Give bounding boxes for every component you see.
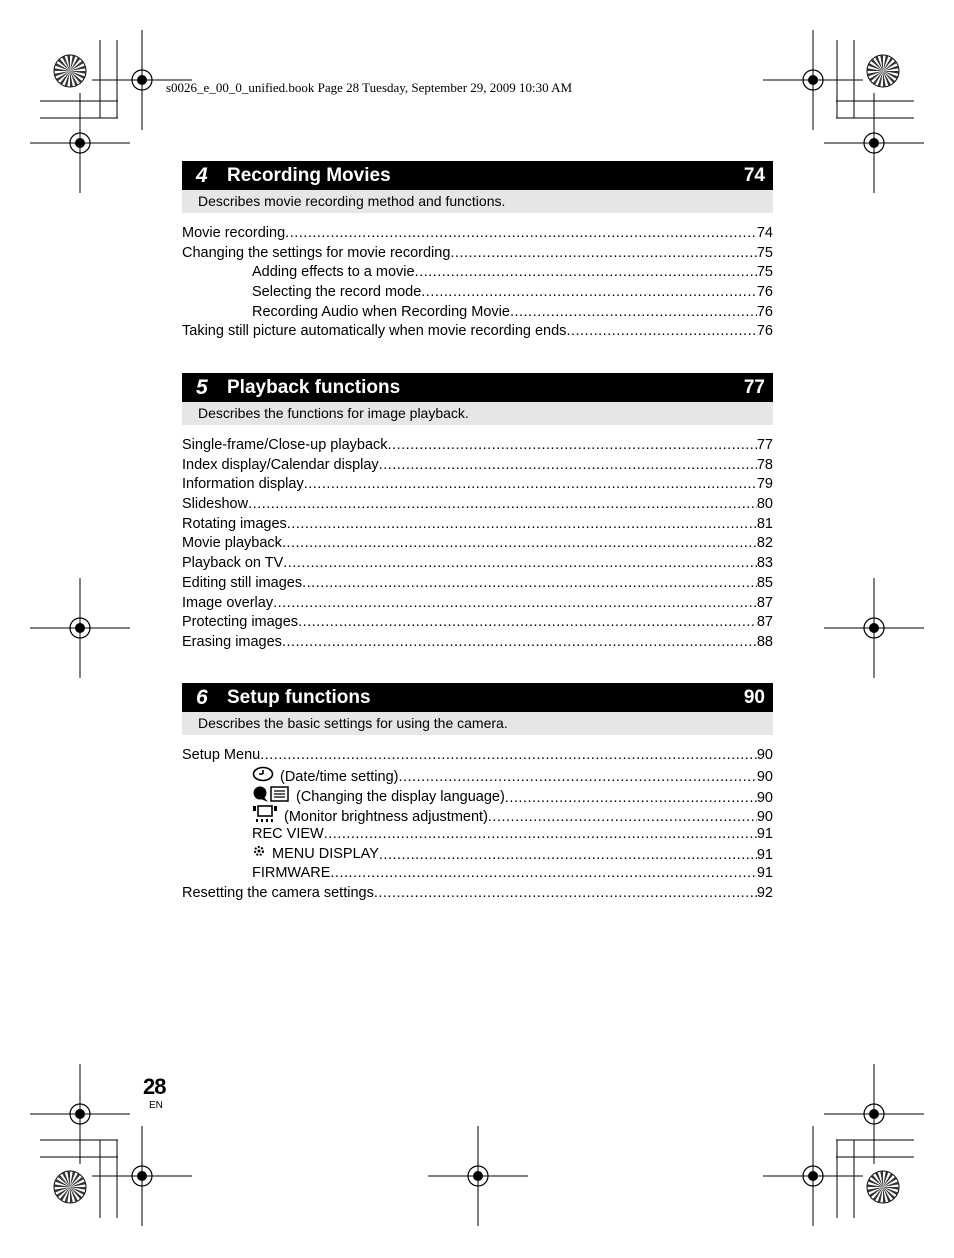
dot-leader bbox=[287, 515, 757, 535]
registration-crosshair-icon bbox=[30, 93, 130, 193]
registration-crosshair-icon bbox=[92, 1126, 192, 1226]
chapter-title: Playback functions bbox=[227, 377, 401, 398]
toc-entry[interactable] bbox=[182, 864, 773, 884]
toc-entry-page: 92 bbox=[756, 884, 773, 901]
language-code: EN bbox=[149, 1100, 163, 1111]
toc-entry[interactable] bbox=[182, 746, 773, 766]
dot-leader bbox=[388, 436, 757, 456]
toc-entry-page: 76 bbox=[756, 323, 773, 340]
toc-entry-label-wrap bbox=[182, 534, 282, 554]
dot-leader bbox=[510, 303, 757, 323]
toc-entry-label-wrap bbox=[182, 436, 388, 456]
registration-star-icon bbox=[867, 1171, 899, 1203]
registration-crosshair-icon bbox=[30, 1064, 130, 1164]
toc-entry[interactable] bbox=[182, 613, 773, 633]
toc-entry-page: 87 bbox=[756, 594, 773, 611]
toc-entry-label: Resetting the camera settings bbox=[182, 884, 374, 901]
dot-leader bbox=[298, 613, 757, 633]
toc-entry-label: Movie playback bbox=[182, 535, 282, 552]
toc-entry[interactable] bbox=[182, 633, 773, 653]
toc-entry-page: 81 bbox=[756, 515, 773, 532]
chapter-section bbox=[182, 161, 773, 342]
chapter-number: 6 bbox=[196, 686, 208, 709]
chapter-description: Describes movie recording method and functions. bbox=[182, 190, 773, 213]
chapter-description: Describes the basic settings for using the camera. bbox=[182, 712, 773, 735]
toc-entry-label: Slideshow bbox=[182, 496, 249, 513]
toc-entry[interactable] bbox=[182, 303, 773, 323]
toc-entry-label-wrap bbox=[182, 574, 302, 594]
toc-entry-page: 91 bbox=[756, 825, 773, 842]
toc-entry-label-wrap bbox=[182, 594, 273, 614]
toc-entry-page: 74 bbox=[756, 225, 773, 241]
toc-entry[interactable] bbox=[182, 844, 773, 864]
toc-entry-label: (Monitor brightness adjustment) bbox=[284, 809, 488, 826]
toc-entry-page: 87 bbox=[756, 614, 773, 631]
dot-leader bbox=[302, 574, 757, 594]
toc-entry-page: 75 bbox=[756, 264, 773, 281]
toc-entry[interactable] bbox=[182, 766, 773, 786]
toc-entry-page: 76 bbox=[756, 284, 773, 301]
toc-entry-page: 90 bbox=[756, 747, 773, 763]
dot-leader bbox=[248, 495, 757, 515]
toc-entry-page: 88 bbox=[756, 633, 773, 650]
dot-leader bbox=[415, 263, 757, 283]
toc-entry[interactable] bbox=[182, 534, 773, 554]
dot-leader bbox=[379, 456, 757, 476]
toc-entry[interactable] bbox=[182, 785, 773, 805]
toc-entry-label-wrap bbox=[182, 746, 260, 766]
registration-crosshair-icon bbox=[824, 93, 924, 193]
toc-entry-page: 79 bbox=[756, 476, 773, 493]
toc-list bbox=[182, 224, 773, 342]
registration-crosshair-icon bbox=[763, 30, 863, 130]
toc-entry[interactable] bbox=[182, 825, 773, 845]
registration-crosshair-icon bbox=[428, 1126, 528, 1226]
toc-entry-label: (Changing the display language) bbox=[296, 789, 505, 806]
dot-leader bbox=[505, 789, 757, 809]
toc-entry-label: Erasing images bbox=[182, 633, 282, 650]
page-number: 28 bbox=[143, 1074, 166, 1099]
toc-entry-label-wrap bbox=[182, 495, 248, 515]
toc-entry-label: Taking still picture automatically when movie recording ends bbox=[182, 323, 567, 340]
toc-entry-page: 75 bbox=[756, 244, 773, 261]
dot-leader bbox=[304, 475, 757, 495]
toc-entry-label-wrap bbox=[252, 283, 421, 303]
toc-entry-label-wrap bbox=[182, 515, 287, 535]
registration-crosshair-icon bbox=[30, 578, 130, 678]
chapter-number: 5 bbox=[196, 376, 208, 399]
dot-leader bbox=[285, 224, 757, 244]
chapter-page: 77 bbox=[743, 377, 765, 398]
toc-entry-label: Single-frame/Close-up playback bbox=[182, 437, 388, 453]
dot-leader bbox=[330, 864, 756, 884]
toc-entry-label: Setup Menu bbox=[182, 747, 261, 763]
toc-entry-label-wrap bbox=[252, 844, 379, 865]
toc-entry[interactable] bbox=[182, 884, 773, 904]
dot-leader bbox=[566, 322, 756, 342]
toc-entry-label-wrap bbox=[182, 613, 298, 633]
toc-entry-page: 85 bbox=[756, 574, 773, 591]
toc-entry-page: 82 bbox=[756, 535, 773, 552]
registration-star-icon bbox=[867, 55, 899, 87]
toc-entry-label-wrap bbox=[182, 475, 304, 495]
toc-entry-label-wrap bbox=[252, 825, 324, 845]
toc-list bbox=[182, 436, 773, 653]
toc-entry[interactable] bbox=[182, 322, 773, 342]
toc-entry-label: Editing still images bbox=[182, 574, 303, 591]
toc-entry-label-wrap bbox=[252, 303, 510, 323]
toc-entry-label: Image overlay bbox=[182, 594, 274, 611]
toc-entry[interactable] bbox=[182, 805, 773, 825]
toc-entry-label: (Date/time setting) bbox=[280, 768, 399, 785]
book-header-line: s0026_e_00_0_unified.book Page 28 Tuesday, September 29, 2009 10:30 AM bbox=[166, 80, 573, 95]
toc-entry-page: 83 bbox=[756, 555, 773, 572]
toc-entry-label-wrap bbox=[182, 554, 283, 574]
dot-leader bbox=[282, 534, 757, 554]
dot-leader bbox=[260, 746, 757, 766]
toc-entry-label-wrap bbox=[182, 244, 450, 264]
toc-entry-label: MENU DISPLAY bbox=[272, 846, 379, 863]
toc-list bbox=[182, 746, 773, 904]
dot-leader bbox=[273, 594, 757, 614]
toc-entry-page: 91 bbox=[756, 846, 773, 863]
toc-entry-page: 78 bbox=[756, 456, 773, 473]
chapter-number: 4 bbox=[196, 164, 208, 187]
toc-entry-page: 90 bbox=[756, 768, 773, 785]
toc-entry-label: Index display/Calendar display bbox=[182, 456, 379, 473]
toc-entry-label: FIRMWARE bbox=[252, 865, 331, 882]
toc-entry-page: 91 bbox=[756, 865, 773, 882]
chapter-title: Setup functions bbox=[227, 687, 371, 708]
toc-entry-label: Selecting the record mode bbox=[252, 284, 422, 301]
toc-entry[interactable] bbox=[182, 594, 773, 614]
registration-crosshair-icon bbox=[824, 1064, 924, 1164]
toc-entry-label: Changing the settings for movie recording bbox=[182, 244, 451, 261]
toc-entry-label: Protecting images bbox=[182, 614, 299, 631]
chapter-section bbox=[182, 373, 773, 653]
chapter-page: 74 bbox=[743, 165, 765, 186]
dot-leader bbox=[374, 884, 757, 904]
toc-entry-label-wrap bbox=[182, 322, 566, 342]
chapter-title: Recording Movies bbox=[227, 165, 391, 186]
toc-entry-label: Movie recording bbox=[182, 225, 286, 241]
toc-entry[interactable] bbox=[182, 515, 773, 535]
toc-entry-label: Recording Audio when Recording Movie bbox=[252, 303, 510, 320]
toc-entry[interactable] bbox=[182, 263, 773, 283]
toc-entry[interactable] bbox=[182, 244, 773, 264]
dot-leader bbox=[324, 825, 757, 845]
toc-entry-label-wrap bbox=[182, 224, 285, 244]
registration-crosshair-icon bbox=[824, 578, 924, 678]
toc-entry-label: Adding effects to a movie bbox=[252, 264, 415, 281]
toc-entry-page: 90 bbox=[756, 789, 773, 806]
toc-entry-label: Information display bbox=[182, 476, 304, 493]
toc-entry[interactable] bbox=[182, 436, 773, 456]
dot-leader bbox=[379, 846, 757, 866]
toc-entry-page: 76 bbox=[756, 303, 773, 320]
toc-entry-page: 80 bbox=[756, 496, 773, 513]
toc-entry-label: REC VIEW bbox=[252, 825, 324, 842]
chapter-section bbox=[182, 683, 773, 904]
toc-entry[interactable] bbox=[182, 495, 773, 515]
chapter-header bbox=[182, 683, 773, 712]
toc-entry[interactable] bbox=[182, 475, 773, 495]
toc-entry[interactable] bbox=[182, 283, 773, 303]
registration-crosshair-icon bbox=[763, 1126, 863, 1226]
registration-star-icon bbox=[54, 55, 86, 87]
toc-entry-label-wrap bbox=[252, 263, 415, 283]
chapter-page: 90 bbox=[743, 687, 765, 708]
dot-leader bbox=[421, 283, 757, 303]
toc-entry-label: Playback on TV bbox=[182, 555, 284, 572]
toc-entry-label: Rotating images bbox=[182, 515, 287, 532]
dot-leader bbox=[282, 633, 757, 653]
toc-entry-page: 90 bbox=[756, 809, 773, 826]
toc-entry[interactable] bbox=[182, 224, 773, 244]
toc-entry-label-wrap bbox=[252, 864, 330, 884]
toc-entry-label-wrap bbox=[182, 884, 374, 904]
dot-leader bbox=[450, 244, 756, 264]
toc-entry[interactable] bbox=[182, 554, 773, 574]
chapter-header bbox=[182, 161, 773, 190]
chapter-header bbox=[182, 373, 773, 402]
toc-entry-page: 77 bbox=[756, 437, 773, 453]
registration-star-icon bbox=[54, 1171, 86, 1203]
toc-entry-label-wrap bbox=[182, 456, 379, 476]
dot-leader bbox=[283, 554, 757, 574]
toc-entry-label-wrap bbox=[182, 633, 282, 653]
gear-small-icon bbox=[252, 844, 266, 865]
toc-entry[interactable] bbox=[182, 574, 773, 594]
toc-entry[interactable] bbox=[182, 456, 773, 476]
chapter-description: Describes the functions for image playback. bbox=[182, 402, 773, 425]
